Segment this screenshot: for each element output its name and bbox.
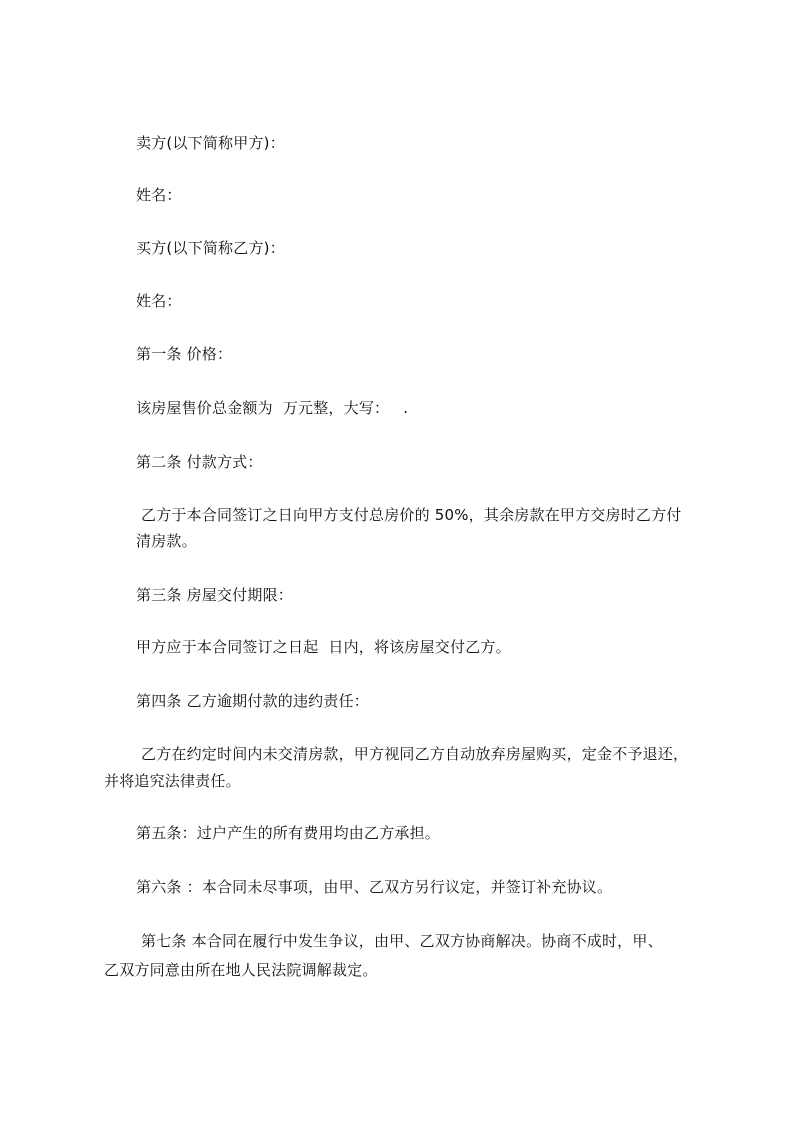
article-6 xyxy=(136,877,612,897)
article-3-text-b: 日内，将该房屋交付乙方。 xyxy=(328,638,511,656)
article-2-line-1 xyxy=(141,505,682,525)
article-4-line-2 xyxy=(104,771,241,791)
article-2-line-1-text: 乙方于本合同签订之日向甲方支付总房价的 50%，其余房款在甲方交房时乙方付 xyxy=(141,506,682,524)
article-1-text-c: . xyxy=(403,399,409,417)
seller-label xyxy=(136,133,285,153)
buyer-name-label xyxy=(136,291,182,311)
article-4-line-1 xyxy=(141,744,688,764)
seller-name-label xyxy=(136,185,182,205)
article-2-heading xyxy=(136,452,263,472)
article-3-text xyxy=(136,637,511,657)
article-3-text-a: 甲方应于本合同签订之日起 xyxy=(136,638,319,656)
article-7-line-1-text: 第七条 本合同在履行中发生争议，由甲、乙双方协商解决。协商不成时，甲、 xyxy=(141,932,663,950)
article-2-heading-text: 第二条 付款方式： xyxy=(136,453,263,471)
buyer-label xyxy=(136,238,285,258)
article-3-heading xyxy=(136,585,293,605)
article-1-heading-text: 第一条 价格： xyxy=(136,345,233,363)
article-4-line-1-text: 乙方在约定时间内未交清房款，甲方视同乙方自动放弃房屋购买，定金不予退还， xyxy=(141,745,689,763)
article-3-heading-text: 第三条 房屋交付期限： xyxy=(136,586,293,604)
article-2-line-2-text: 清房款。 xyxy=(136,532,197,550)
article-4-line-2-text: 并将追究法律责任。 xyxy=(104,772,241,790)
article-4-heading-text: 第四条 乙方逾期付款的违约责任： xyxy=(136,692,369,710)
article-1-text-b: 万元整，大写： xyxy=(282,399,390,417)
article-5 xyxy=(136,823,440,843)
article-2-line-2 xyxy=(136,531,197,551)
article-4-heading xyxy=(136,691,369,711)
article-7-line-2 xyxy=(104,960,378,980)
article-7-line-1 xyxy=(141,931,663,951)
seller-label-text: 卖方(以下简称甲方)： xyxy=(136,134,285,152)
article-7-line-2-text: 乙双方同意由所在地人民法院调解裁定。 xyxy=(104,961,378,979)
article-5-text: 第五条：过户产生的所有费用均由乙方承担。 xyxy=(136,824,441,842)
buyer-name-label-text: 姓名： xyxy=(136,292,182,310)
buyer-label-text: 买方(以下简称乙方)： xyxy=(136,239,285,257)
article-1-text xyxy=(136,398,408,418)
article-6-text: 第六条 ：本合同未尽事项，由甲、乙双方另行议定，并签订补充协议。 xyxy=(136,878,613,896)
article-1-text-a: 该房屋售价总金额为 xyxy=(136,399,273,417)
seller-name-label-text: 姓名： xyxy=(136,186,182,204)
article-1-heading xyxy=(136,344,232,364)
